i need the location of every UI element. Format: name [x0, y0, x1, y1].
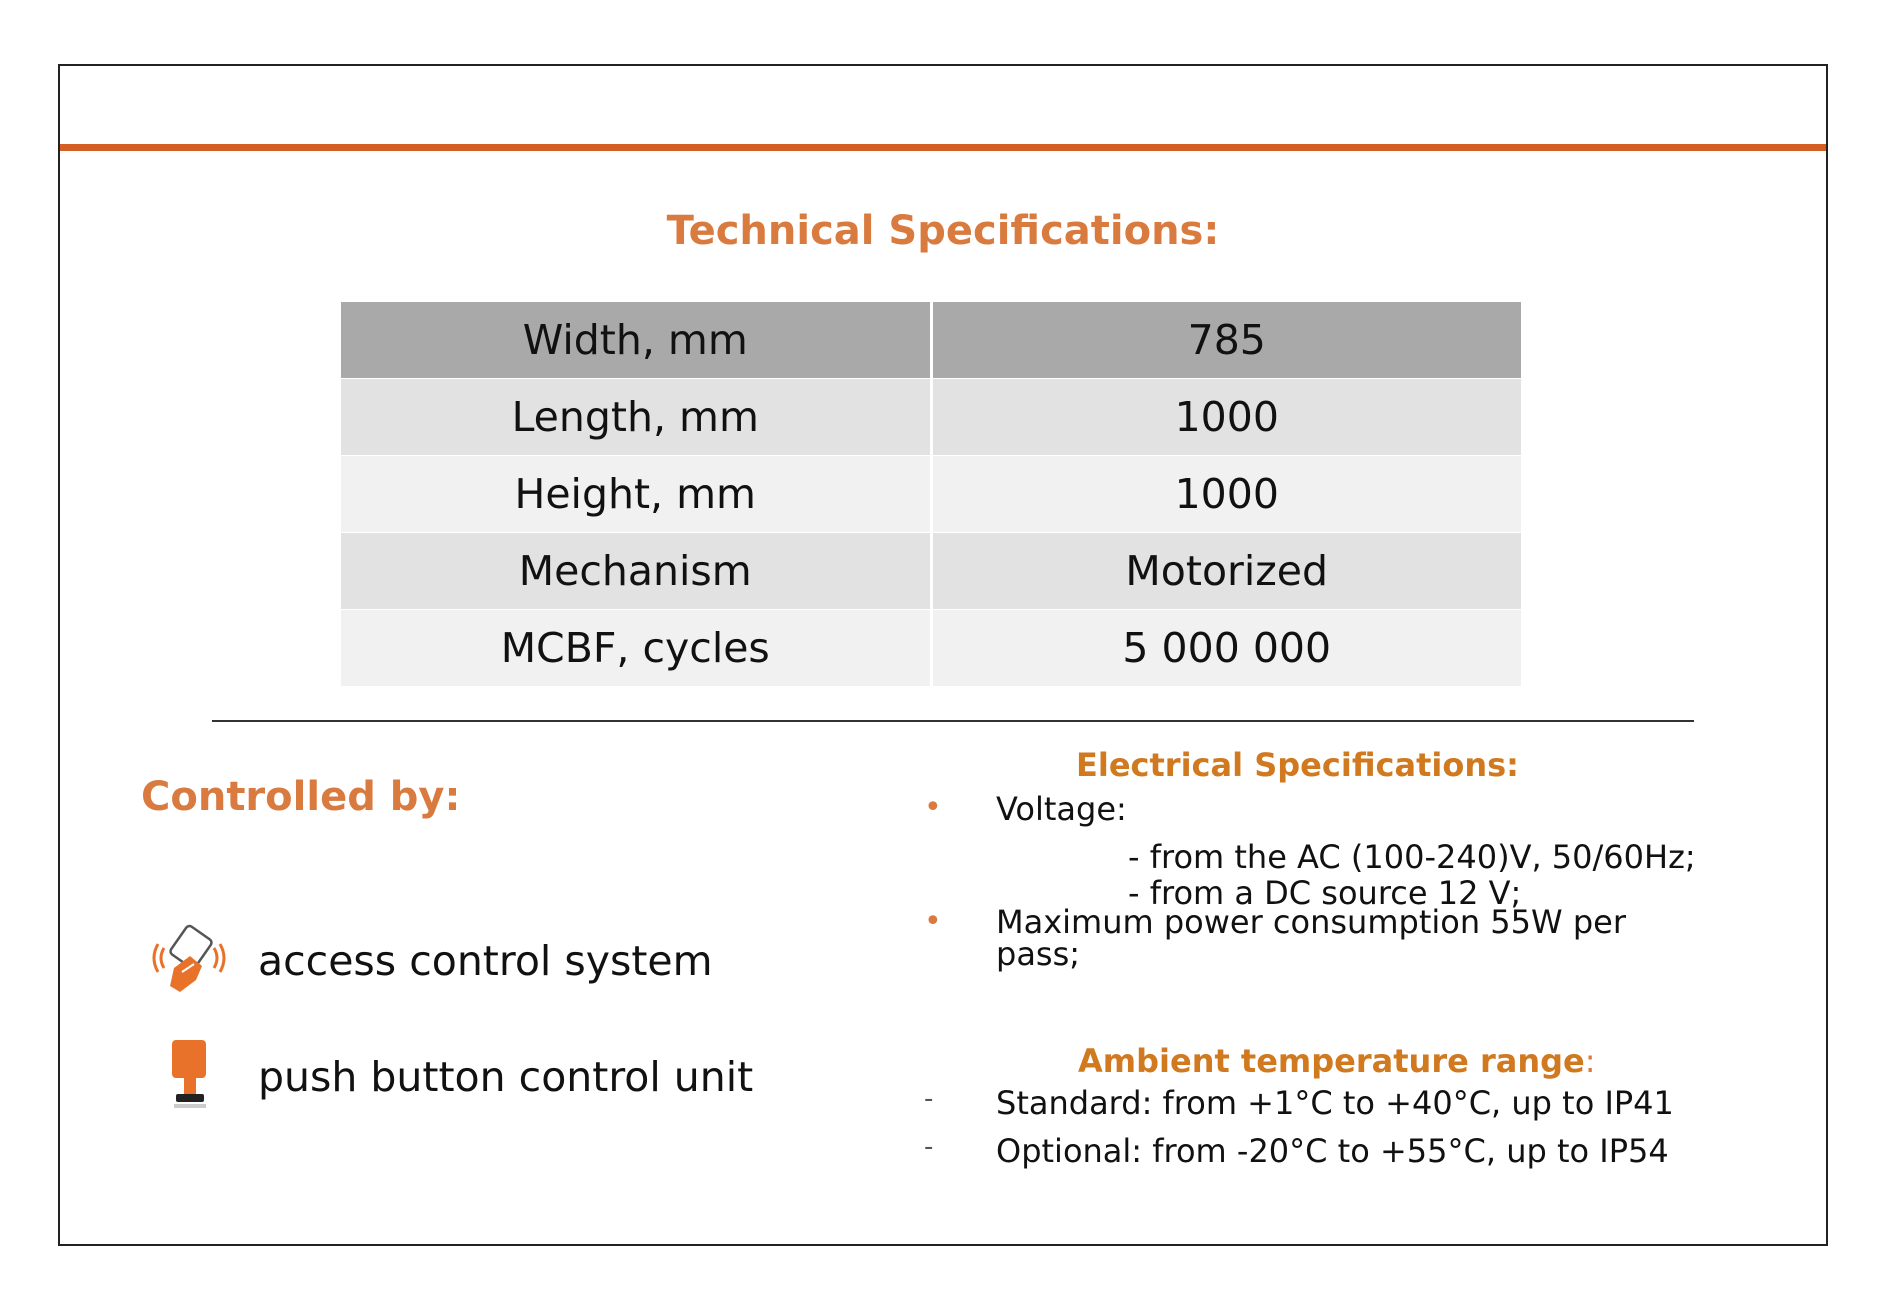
push-button-icon	[144, 1032, 234, 1122]
ambient-standard	[924, 1084, 1674, 1122]
table-row	[341, 302, 1521, 378]
ambient-optional-text: Optional: from -20°C to +55°C, up to IP54	[996, 1132, 1669, 1170]
control-item-push-button	[144, 1032, 753, 1122]
voltage-label: Voltage:	[996, 790, 1127, 828]
spec-table	[341, 302, 1521, 687]
table-row	[341, 456, 1521, 532]
spec-value: 5 000 000	[933, 610, 1522, 686]
bullet-dot-icon: •	[924, 904, 942, 939]
ambient-temp-title	[1078, 1042, 1595, 1080]
power-bullet	[924, 903, 1626, 973]
table-row	[341, 379, 1521, 455]
electrical-specs-title: Electrical Specifications:	[1076, 746, 1519, 784]
section-divider	[212, 720, 1694, 722]
table-row	[341, 610, 1521, 686]
voltage-bullet	[924, 790, 1127, 828]
dash-icon: -	[924, 1084, 934, 1114]
technical-specs-title: Technical Specifications:	[666, 208, 1220, 254]
ambient-optional	[924, 1132, 1669, 1170]
top-orange-rule	[60, 144, 1826, 151]
bullet-dot-icon: •	[924, 790, 942, 825]
spec-value: Motorized	[933, 533, 1522, 609]
spec-value: 785	[933, 302, 1522, 378]
voltage-ac: - from the AC (100-240)V, 50/60Hz;	[1128, 838, 1696, 876]
slide-frame	[58, 64, 1828, 1246]
ambient-title-colon: :	[1584, 1042, 1596, 1080]
power-line: Maximum power consumption 55W per	[996, 903, 1626, 941]
dash-icon: -	[924, 1132, 934, 1162]
controlled-by-title: Controlled by:	[141, 774, 461, 820]
control-item-label: access control system	[258, 937, 713, 985]
card-reader-icon	[144, 916, 234, 1006]
ambient-standard-text: Standard: from +1°C to +40°C, up to IP41	[996, 1084, 1674, 1122]
spec-label: Length, mm	[341, 379, 933, 455]
power-line: pass;	[996, 935, 1081, 973]
voltage-dc: - from a DC source 12 V;	[1128, 874, 1522, 912]
spec-value: 1000	[933, 456, 1522, 532]
spec-value: 1000	[933, 379, 1522, 455]
table-row	[341, 533, 1521, 609]
spec-label: Mechanism	[341, 533, 933, 609]
control-item-access	[144, 916, 713, 1006]
control-item-label: push button control unit	[258, 1053, 754, 1101]
spec-label: MCBF, cycles	[341, 610, 933, 686]
ambient-title-text: Ambient temperature range	[1078, 1042, 1585, 1080]
spec-label: Width, mm	[341, 302, 933, 378]
spec-label: Height, mm	[341, 456, 933, 532]
